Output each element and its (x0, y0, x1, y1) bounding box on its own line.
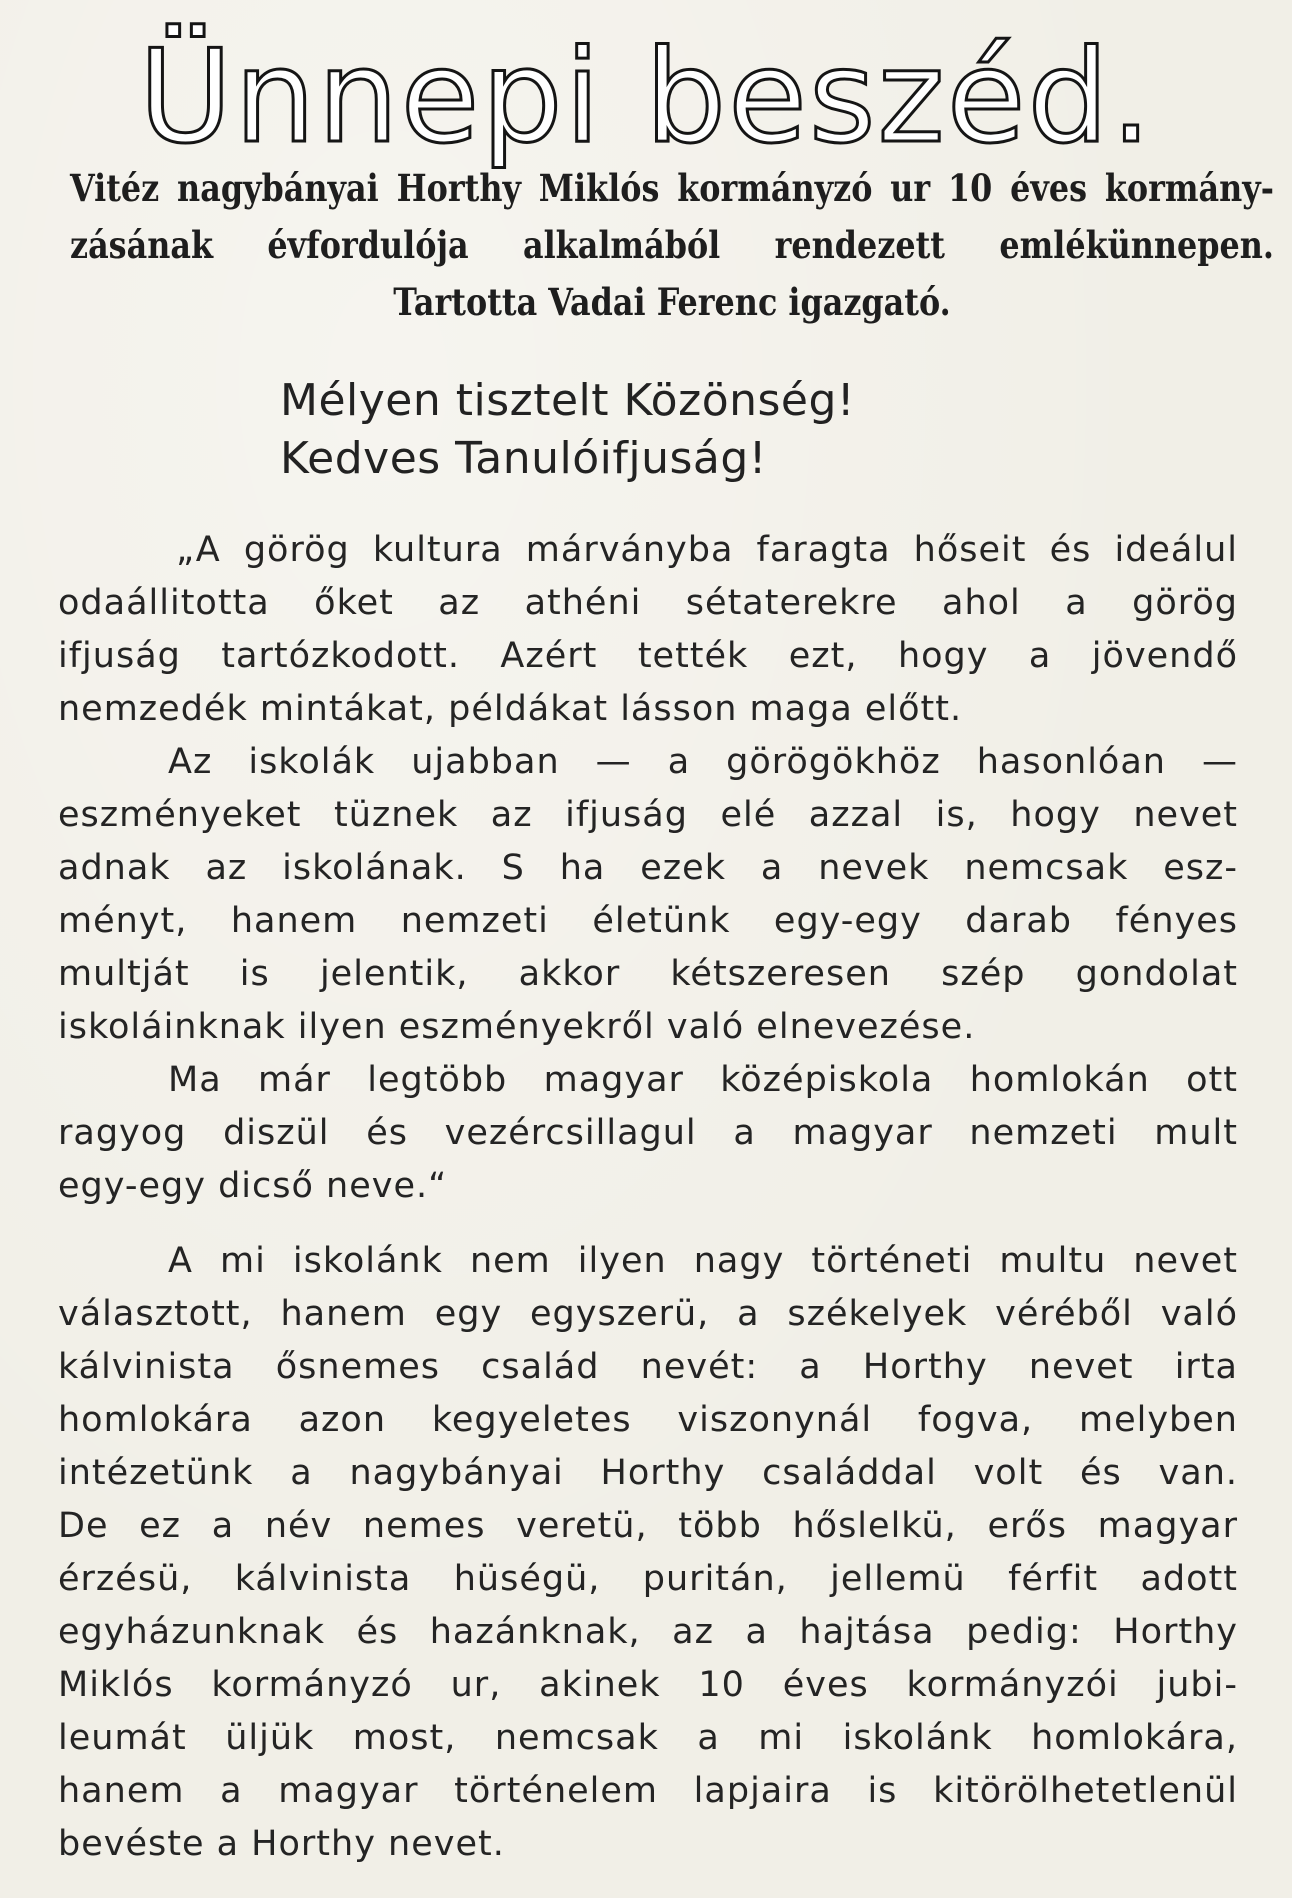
text-line: érzésü, kálvinista hüségü, puritán, jellemü férfit adott (58, 1559, 1238, 1599)
paragraph (58, 524, 1238, 736)
text-line: „A görög kultura márványba faragta hőseit és ideálul (176, 530, 1238, 570)
paragraph (58, 1235, 1238, 1871)
paragraph (58, 1054, 1238, 1213)
text-line: eszményeket tüznek az ifjuság elé azzal is, hogy nevet (58, 795, 1238, 835)
text-line: multját is jelentik, akkor kétszeresen szép gondolat (58, 954, 1238, 994)
speech-body (58, 524, 1238, 1871)
text-line: hanem a magyar történelem lapjaira is kitörölhetetlenül (58, 1771, 1238, 1811)
text-line: egyházunknak és hazánknak, az a hajtása pedig: Horthy (58, 1612, 1238, 1652)
subtitle-line: Vitéz nagybányai Horthy Miklós kormányzó ur 10 éves kormány- (70, 166, 1274, 210)
text-line: odaállitotta őket az athéni sétaterekre ahol a görög (58, 583, 1238, 623)
salutation-line: Kedves Tanulóifjuság! (280, 433, 767, 484)
subtitle-line: Tartotta Vadai Ferenc igazgató. (393, 280, 951, 324)
subtitle-line: zásának évfordulója alkalmából rendezett emlékünnepen. (70, 223, 1274, 267)
text-line: Az iskolák ujabban — a görögökhöz hasonlóan — (168, 742, 1238, 782)
salutation (280, 372, 1080, 488)
text-line: egy-egy dicső neve.“ (58, 1166, 448, 1206)
salutation-line: Mélyen tisztelt Közönség! (280, 375, 856, 426)
page-title: Ünnepi beszéd. (138, 23, 1154, 172)
text-line: nemzedék mintákat, példákat lásson maga előtt. (58, 689, 963, 729)
text-line: kálvinista ősnemes család nevét: a Horthy nevet irta (58, 1347, 1238, 1387)
subtitle-block (70, 160, 1274, 331)
text-line: iskoláinknak ilyen eszményekről való elnevezése. (58, 1007, 976, 1047)
text-line: homlokára azon kegyeletes viszonynál fogva, melyben (58, 1400, 1238, 1440)
text-line: Ma már legtöbb magyar középiskola homlokán ott (168, 1060, 1238, 1100)
text-line: ifjuság tartózkodott. Azért tették ezt, hogy a jövendő (58, 636, 1238, 676)
text-line: választott, hanem egy egyszerü, a székelyek véréből való (58, 1294, 1238, 1334)
paragraph-gap (58, 1213, 1238, 1235)
text-line: De ez a név nemes veretü, több hőslelkü, erős magyar (58, 1506, 1238, 1546)
text-line: bevéste a Horthy nevet. (58, 1824, 505, 1864)
text-line: adnak az iskolának. S ha ezek a nevek nemcsak esz- (58, 848, 1238, 888)
text-line: leumát üljük most, nemcsak a mi iskolánk homlokára, (58, 1718, 1238, 1758)
text-line: intézetünk a nagybányai Horthy családdal volt és van. (58, 1453, 1238, 1493)
text-line: A mi iskolánk nem ilyen nagy történeti multu nevet (168, 1241, 1238, 1281)
text-line: ményt, hanem nemzeti életünk egy-egy darab fényes (58, 901, 1238, 941)
text-line: ragyog diszül és vezércsillagul a magyar nemzeti mult (58, 1113, 1238, 1153)
paragraph (58, 736, 1238, 1054)
text-line: Miklós kormányzó ur, akinek 10 éves kormányzói jubi- (58, 1665, 1238, 1705)
